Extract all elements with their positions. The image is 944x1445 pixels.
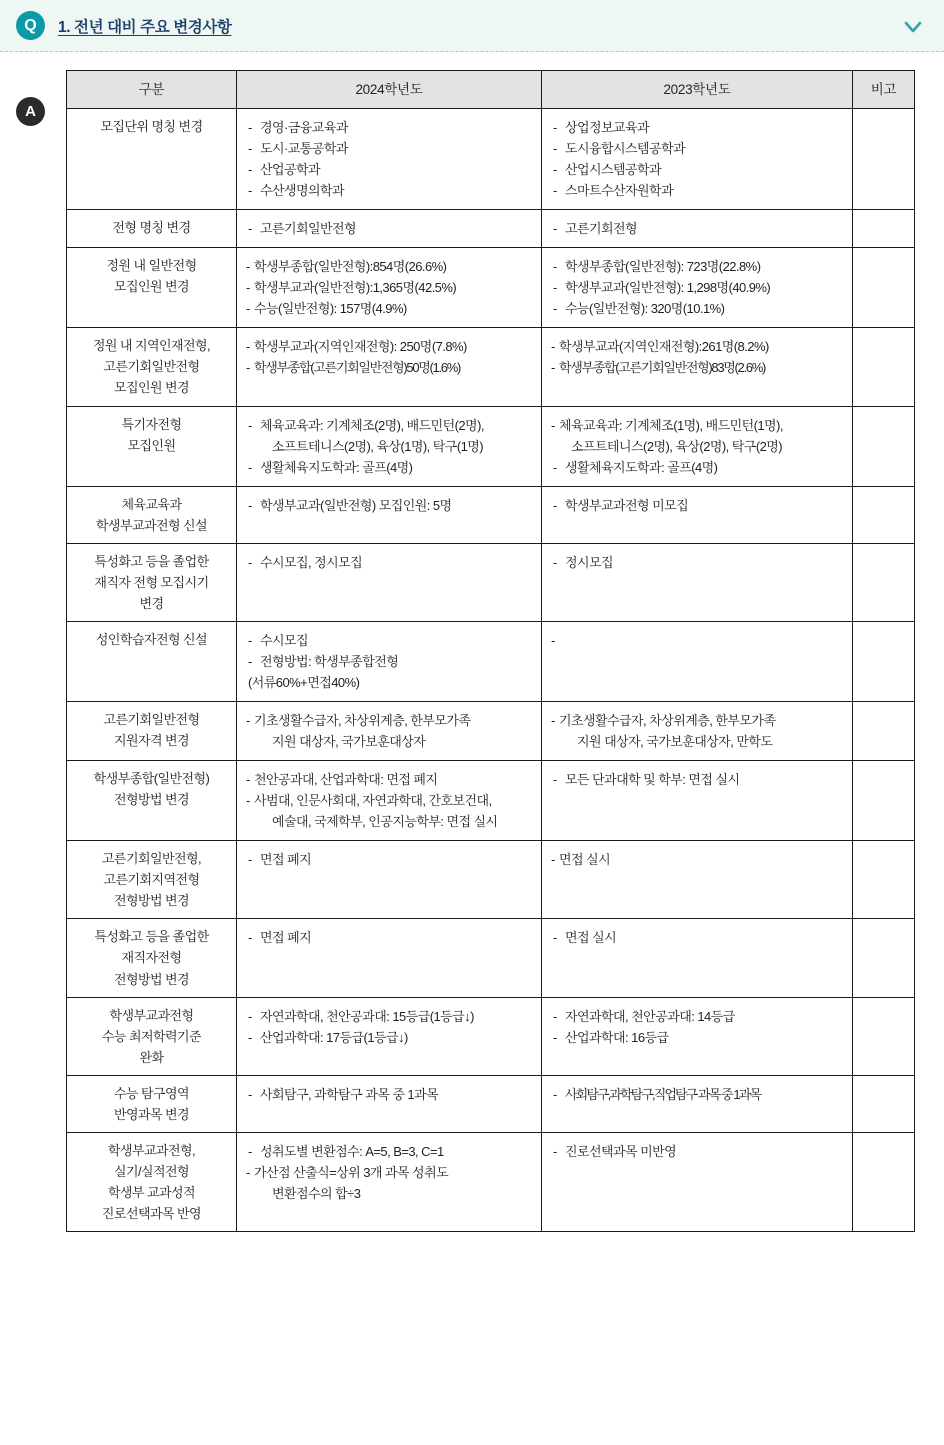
cell-2023 xyxy=(542,486,853,543)
table-row xyxy=(67,406,915,486)
row-category-line: 학생부교과전형 신설 xyxy=(95,517,208,533)
cell-2023 xyxy=(542,1132,853,1231)
detail-line: - 산업과학대: 17등급(1등급↓) xyxy=(246,1027,534,1048)
table-row xyxy=(67,486,915,543)
detail-line: - 진로선택과목 미반영 xyxy=(551,1141,845,1162)
cell-2024 xyxy=(237,486,542,543)
detail-line: - 도시·교통공학과 xyxy=(246,138,534,159)
detail-line: - 천안공과대, 산업과학대: 면접 폐지 xyxy=(246,769,534,790)
cell-2023 xyxy=(542,1075,853,1132)
table-header-row xyxy=(67,71,915,109)
cell-2023 xyxy=(542,543,853,621)
row-category-line: 수능 최저학력기준 xyxy=(101,1028,202,1044)
detail-line: (서류60%+면접40%) xyxy=(248,674,360,690)
row-category-cell xyxy=(67,621,237,701)
row-category-cell xyxy=(67,702,237,761)
row-category-line: 정원 내 지역인재전형, xyxy=(92,338,211,354)
detail-line: - 학생부종합(일반전형):854명(26.6%) xyxy=(246,256,534,277)
question-header-bar[interactable] xyxy=(0,0,944,52)
cell-remark xyxy=(853,210,915,248)
cell-2024 xyxy=(237,621,542,701)
row-category-line: 수능 탐구영역 xyxy=(113,1085,190,1101)
cell-remark xyxy=(853,841,915,919)
detail-line: - 생활체육지도학과: 골프(4명) xyxy=(246,457,534,478)
row-category-line: 진로선택과목 반영 xyxy=(101,1205,202,1221)
cell-2024 xyxy=(237,702,542,761)
row-category-line: 전형방법 변경 xyxy=(113,792,190,808)
detail-line: - 모든 단과대학 및 학부: 면접 실시 xyxy=(551,769,845,790)
detail-line: - 학생부교과(일반전형): 1,298명(40.9%) xyxy=(551,277,845,298)
cell-2024 xyxy=(237,997,542,1075)
detail-line: - 산업과학대: 16등급 xyxy=(551,1027,845,1048)
row-category-cell xyxy=(67,761,237,841)
detail-line: - 자연과학대, 천안공과대: 15등급(1등급↓) xyxy=(246,1006,534,1027)
cell-2023 xyxy=(542,761,853,841)
detail-line: - 학생부교과(지역인재전형): 250명(7.8%) xyxy=(246,336,534,357)
row-category-line: 고른기회일반전형 xyxy=(103,712,200,728)
row-category-cell xyxy=(67,543,237,621)
cell-2024 xyxy=(237,1075,542,1132)
detail-line: - 고른기회일반전형 xyxy=(246,218,534,239)
column-header-remark: 비고 xyxy=(853,71,915,109)
table-row xyxy=(67,328,915,406)
cell-2023 xyxy=(542,109,853,210)
detail-line: - 사회탐구,과학탐구,직업탐구 과목 중 1과목 xyxy=(551,1084,845,1105)
cell-remark xyxy=(853,919,915,997)
column-header-2024: 2024학년도 xyxy=(237,71,542,109)
detail-line: - 학생부종합(일반전형): 723명(22.8%) xyxy=(551,256,845,277)
row-category-line: 모집인원 변경 xyxy=(113,279,190,295)
cell-2023 xyxy=(542,621,853,701)
row-category-line: 재직자 전형 모집시기 xyxy=(94,574,209,590)
row-category-line: 전형방법 변경 xyxy=(113,971,190,987)
detail-line: - 수시모집 xyxy=(246,630,534,651)
question-badge: Q xyxy=(16,11,45,40)
answer-badge: A xyxy=(16,97,45,126)
table-row xyxy=(67,997,915,1075)
cell-2023 xyxy=(542,328,853,406)
table-row xyxy=(67,761,915,841)
cell-remark xyxy=(853,328,915,406)
detail-line: - 기초생활수급자, 차상위계층, 한부모가족 xyxy=(246,710,534,731)
changes-table-container xyxy=(66,70,914,1232)
row-category-line: 전형 명칭 변경 xyxy=(112,220,191,236)
row-category-line: 실기/실적전형 xyxy=(113,1163,190,1179)
detail-line: 예술대, 국제학부, 인공지능학부: 면접 실시 xyxy=(272,814,498,830)
detail-line: - 수능(일반전형): 157명(4.9%) xyxy=(246,298,534,319)
cell-2023 xyxy=(542,702,853,761)
row-category-cell xyxy=(67,919,237,997)
detail-line: 지원 대상자, 국가보훈대상자, 만학도 xyxy=(577,734,773,750)
cell-2024 xyxy=(237,543,542,621)
row-category-line: 고른기회지역전형 xyxy=(103,872,200,888)
cell-2024 xyxy=(237,1132,542,1231)
row-category-cell xyxy=(67,486,237,543)
row-category-cell xyxy=(67,210,237,248)
cell-2023 xyxy=(542,406,853,486)
detail-line: - 수산생명의학과 xyxy=(246,180,534,201)
cell-2023 xyxy=(542,997,853,1075)
cell-2024 xyxy=(237,210,542,248)
detail-line: - 정시모집 xyxy=(551,552,845,573)
cell-remark xyxy=(853,109,915,210)
detail-line: - 학생부교과전형 미모집 xyxy=(551,495,845,516)
detail-line: - 학생부교과(일반전형):1,365명(42.5%) xyxy=(246,277,534,298)
table-row xyxy=(67,919,915,997)
row-category-cell xyxy=(67,997,237,1075)
table-row xyxy=(67,841,915,919)
detail-line: 변환점수의 합÷3 xyxy=(272,1185,361,1201)
row-category-line: 학생부 교과성적 xyxy=(107,1184,196,1200)
detail-line: - 자연과학대, 천안공과대: 14등급 xyxy=(551,1006,845,1027)
detail-line: - 가산점 산출식=상위 3개 과목 성취도 xyxy=(246,1162,534,1183)
row-category-line: 학생부종합(일반전형) xyxy=(93,771,210,787)
cell-2024 xyxy=(237,761,542,841)
cell-2024 xyxy=(237,248,542,328)
detail-line: - 수시모집, 정시모집 xyxy=(246,552,534,573)
cell-remark xyxy=(853,997,915,1075)
cell-2023 xyxy=(542,841,853,919)
detail-line: - 면접 폐지 xyxy=(246,927,534,948)
cell-2024 xyxy=(237,406,542,486)
row-category-line: 특기자전형 xyxy=(121,416,182,432)
cell-remark xyxy=(853,1132,915,1231)
detail-line: - 경영·금융교육과 xyxy=(246,117,534,138)
cell-2024 xyxy=(237,841,542,919)
table-row xyxy=(67,621,915,701)
cell-2023 xyxy=(542,248,853,328)
row-category-cell xyxy=(67,1132,237,1231)
cell-remark xyxy=(853,702,915,761)
row-category-line: 지원자격 변경 xyxy=(113,733,190,749)
table-body xyxy=(67,109,915,1232)
detail-line: - 생활체육지도학과: 골프(4명) xyxy=(551,457,845,478)
detail-line: - 기초생활수급자, 차상위계층, 한부모가족 xyxy=(551,710,845,731)
cell-remark xyxy=(853,486,915,543)
row-category-cell xyxy=(67,109,237,210)
detail-line: - 상업정보교육과 xyxy=(551,117,845,138)
cell-remark xyxy=(853,406,915,486)
table-row xyxy=(67,210,915,248)
detail-line: - 성취도별 변환점수: A=5, B=3, C=1 xyxy=(246,1141,534,1162)
row-category-line: 전형방법 변경 xyxy=(113,893,190,909)
question-title[interactable]: 1. 전년 대비 주요 변경사항 xyxy=(58,18,232,36)
detail-line: 소프트테니스(2명), 육상(2명), 탁구(2명) xyxy=(571,438,783,454)
changes-comparison-table xyxy=(66,70,915,1232)
row-category-line: 특성화고 등을 졸업한 xyxy=(94,929,209,945)
cell-remark xyxy=(853,1075,915,1132)
table-row xyxy=(67,702,915,761)
detail-line: - 학생부교과(일반전형) 모집인원: 5명 xyxy=(246,495,534,516)
detail-line: 지원 대상자, 국가보훈대상자 xyxy=(272,734,426,750)
detail-line: - 학생부종합(고른기회일반전형)83명(2.6%) xyxy=(551,357,845,378)
detail-line: - 학생부교과(지역인재전형):261명(8.2%) xyxy=(551,336,845,357)
detail-line: - 도시융합시스템공학과 xyxy=(551,138,845,159)
column-header-2023: 2023학년도 xyxy=(542,71,853,109)
detail-line: - 고른기회전형 xyxy=(551,218,845,239)
row-category-cell xyxy=(67,248,237,328)
chevron-down-icon[interactable] xyxy=(902,16,924,38)
detail-line: - 사범대, 인문사회대, 자연과학대, 간호보건대, xyxy=(246,790,534,811)
detail-line: - 면접 실시 xyxy=(551,927,845,948)
row-category-line: 반영과목 변경 xyxy=(113,1106,190,1122)
table-row xyxy=(67,1132,915,1231)
table-row xyxy=(67,109,915,210)
detail-line: - 산업시스템공학과 xyxy=(551,159,845,180)
row-category-cell xyxy=(67,328,237,406)
row-category-line: 정원 내 일반전형 xyxy=(106,258,197,274)
row-category-cell xyxy=(67,841,237,919)
detail-line: - 체육교육과: 기계체조(2명), 배드민턴(2명), xyxy=(246,415,534,436)
detail-line: - 수능(일반전형): 320명(10.1%) xyxy=(551,298,845,319)
cell-remark xyxy=(853,248,915,328)
table-row xyxy=(67,543,915,621)
row-category-cell xyxy=(67,406,237,486)
row-category-line: 성인학습자전형 신설 xyxy=(95,631,208,647)
cell-remark xyxy=(853,621,915,701)
cell-2024 xyxy=(237,328,542,406)
detail-line: - 산업공학과 xyxy=(246,159,534,180)
cell-remark xyxy=(853,543,915,621)
row-category-line: 모집단위 명칭 변경 xyxy=(100,119,203,134)
row-category-line: 변경 xyxy=(139,595,164,611)
row-category-line: 체육교육과 xyxy=(121,496,182,512)
detail-line: - 전형방법: 학생부종합전형 xyxy=(246,651,534,672)
row-category-line: 고른기회일반전형, xyxy=(101,851,202,867)
row-category-line: 재직자전형 xyxy=(121,950,182,966)
detail-line: 소프트테니스(2명), 육상(1명), 탁구(1명) xyxy=(272,438,484,454)
detail-line: - 면접 폐지 xyxy=(246,849,534,870)
cell-2024 xyxy=(237,919,542,997)
detail-line: - 스마트수산자원학과 xyxy=(551,180,845,201)
row-category-line: 완화 xyxy=(139,1049,164,1065)
row-category-line: 특성화고 등을 졸업한 xyxy=(94,553,209,569)
cell-remark xyxy=(853,761,915,841)
detail-line: - 학생부종합(고른기회일반전형)50명(1.6%) xyxy=(246,357,534,378)
table-row xyxy=(67,1075,915,1132)
row-category-line: 학생부교과전형, xyxy=(107,1142,196,1158)
row-category-line: 고른기회일반전형 xyxy=(103,359,200,375)
row-category-cell xyxy=(67,1075,237,1132)
row-category-line: 모집인원 변경 xyxy=(113,380,190,396)
detail-line: - 체육교육과: 기계체조(1명), 배드민턴(1명), xyxy=(551,415,845,436)
cell-2023 xyxy=(542,919,853,997)
row-category-line: 모집인원 xyxy=(127,437,176,453)
table-row xyxy=(67,248,915,328)
row-category-line: 학생부교과전형 xyxy=(109,1007,194,1023)
cell-2023 xyxy=(542,210,853,248)
detail-line: - 사회탐구, 과학탐구 과목 중 1과목 xyxy=(246,1084,534,1105)
column-header-gubun: 구분 xyxy=(67,71,237,109)
cell-2024 xyxy=(237,109,542,210)
detail-line: - 면접 실시 xyxy=(551,849,845,870)
